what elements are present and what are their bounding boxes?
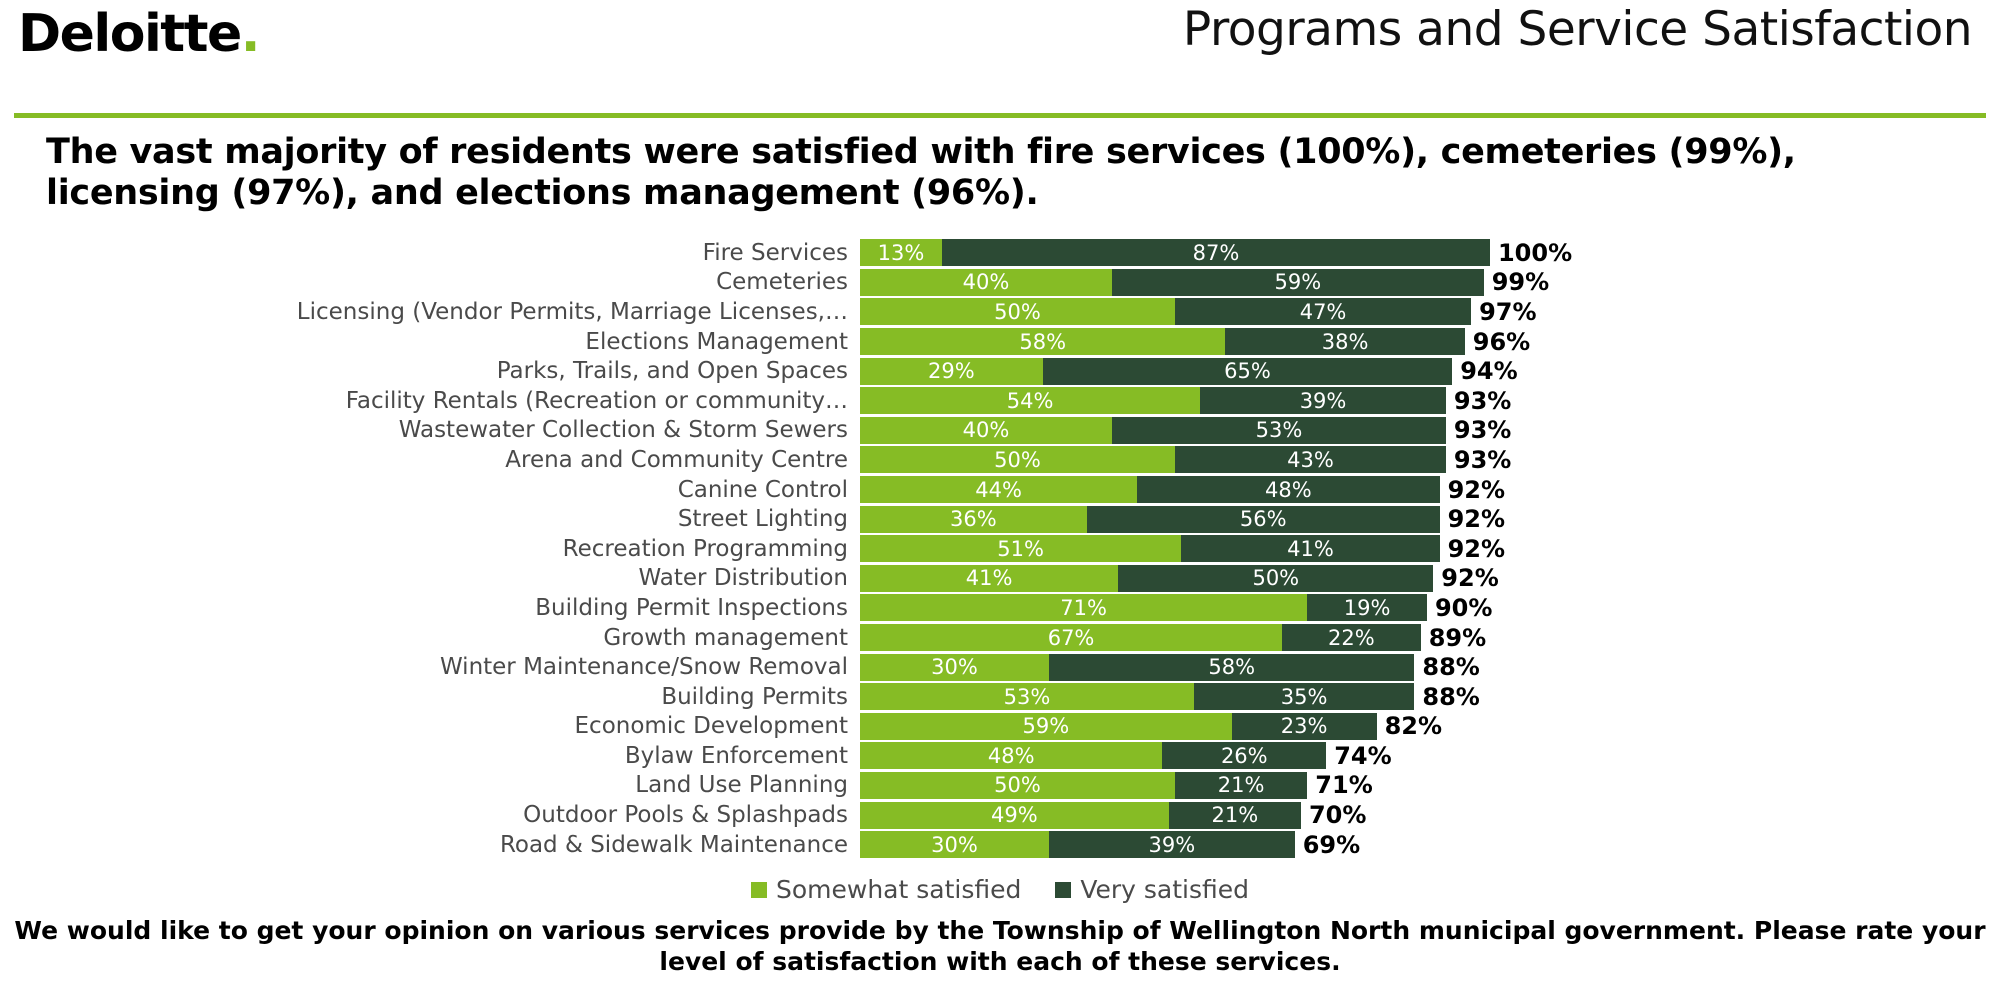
- legend-swatch-icon: [751, 882, 767, 898]
- bar-segment-somewhat-satisfied: [860, 358, 1043, 385]
- chart-row: [0, 800, 2000, 830]
- legend-label: Somewhat satisfied: [775, 875, 1022, 904]
- category-label: Water Distribution: [638, 565, 848, 592]
- chart-row: [0, 238, 2000, 268]
- row-total-label: 94%: [1460, 357, 1518, 386]
- chart-row: [0, 771, 2000, 801]
- category-label: Facility Rentals (Recreation or community…: [345, 387, 848, 414]
- bar-segment-value: 65%: [1224, 359, 1271, 384]
- category-label: Licensing (Vendor Permits, Marriage Licenses,…: [296, 298, 848, 325]
- bar-track: [860, 298, 2000, 325]
- bar-segment-somewhat-satisfied: [860, 506, 1087, 533]
- chart-row: [0, 327, 2000, 357]
- row-total-label: 97%: [1479, 297, 1537, 326]
- bar-segment-value: 47%: [1299, 299, 1347, 324]
- bar-segment-somewhat-satisfied: [860, 535, 1181, 562]
- bar-segment-value: 22%: [1328, 625, 1375, 650]
- chart-row: [0, 386, 2000, 416]
- logo-wordmark: Deloitte: [18, 4, 241, 64]
- bar-track: [860, 417, 2000, 444]
- category-label: Land Use Planning: [635, 772, 848, 799]
- chart-row: [0, 623, 2000, 653]
- row-total-label: 92%: [1447, 505, 1506, 534]
- bar-segment-very-satisfied: [1225, 328, 1464, 355]
- bar-track: [860, 713, 2000, 740]
- bar-track: [860, 654, 2000, 681]
- bar-track: [860, 239, 2000, 266]
- bar-segment-value: 40%: [962, 270, 1010, 295]
- category-label: Parks, Trails, and Open Spaces: [496, 358, 848, 385]
- logo-dot: .: [240, 4, 260, 64]
- bar-track: [860, 624, 2000, 651]
- bar-segment-somewhat-satisfied: [860, 624, 1282, 651]
- bar-segment-value: 19%: [1343, 595, 1391, 620]
- bar-segment-value: 21%: [1217, 773, 1265, 798]
- bar-segment-very-satisfied: [942, 239, 1490, 266]
- headline-text: The vast majority of residents were satisfied with fire services (100%), cemeteries (99%), licensing (97%), and elections management (96%).: [46, 132, 1796, 214]
- bar-segment-very-satisfied: [1112, 269, 1484, 296]
- category-label: Fire Services: [702, 239, 848, 266]
- bar-segment-somewhat-satisfied: [860, 742, 1162, 769]
- category-label: Building Permits: [661, 683, 848, 710]
- chart-row: [0, 416, 2000, 446]
- bar-segment-very-satisfied: [1118, 565, 1433, 592]
- bar-segment-value: 23%: [1280, 714, 1328, 739]
- bar-segment-somewhat-satisfied: [860, 831, 1049, 858]
- bar-segment-very-satisfied: [1162, 742, 1326, 769]
- bar-segment-value: 50%: [994, 447, 1041, 472]
- bar-segment-value: 71%: [1060, 595, 1107, 620]
- bar-segment-very-satisfied: [1112, 417, 1446, 444]
- bar-segment-value: 41%: [1287, 536, 1334, 561]
- bar-segment-value: 87%: [1192, 240, 1240, 265]
- footnote-text: We would like to get your opinion on various services provide by the Township of Wellington North municipal government. Please rate your level of satisfaction with each of these services.: [14, 916, 1986, 977]
- bar-segment-somewhat-satisfied: [860, 565, 1118, 592]
- bar-segment-value: 30%: [931, 655, 978, 680]
- chart-row: [0, 475, 2000, 505]
- bar-track: [860, 506, 2000, 533]
- bar-segment-very-satisfied: [1282, 624, 1421, 651]
- bar-segment-value: 40%: [962, 418, 1010, 443]
- category-label: Building Permit Inspections: [535, 594, 848, 621]
- category-label: Elections Management: [585, 328, 848, 355]
- chart-row: [0, 712, 2000, 742]
- bar-segment-value: 30%: [931, 832, 978, 857]
- category-label: Winter Maintenance/Snow Removal: [439, 654, 848, 681]
- bar-segment-value: 59%: [1274, 270, 1322, 295]
- bar-segment-somewhat-satisfied: [860, 476, 1137, 503]
- bar-track: [860, 802, 2000, 829]
- category-label: Economic Development: [574, 713, 848, 740]
- bar-track: [860, 772, 2000, 799]
- row-total-label: 93%: [1453, 445, 1512, 474]
- bar-segment-value: 44%: [975, 477, 1022, 502]
- bar-segment-very-satisfied: [1181, 535, 1439, 562]
- bar-segment-somewhat-satisfied: [860, 772, 1175, 799]
- bar-segment-very-satisfied: [1137, 476, 1439, 503]
- row-total-label: 90%: [1434, 593, 1493, 622]
- bar-segment-value: 49%: [991, 803, 1038, 828]
- bar-track: [860, 831, 2000, 858]
- deloitte-logo: [18, 4, 259, 64]
- bar-segment-value: 43%: [1287, 447, 1334, 472]
- bar-segment-very-satisfied: [1175, 446, 1446, 473]
- bar-segment-value: 50%: [994, 299, 1041, 324]
- row-total-label: 93%: [1453, 416, 1512, 445]
- bar-segment-value: 59%: [1022, 714, 1070, 739]
- bar-segment-value: 50%: [994, 773, 1041, 798]
- bar-segment-somewhat-satisfied: [860, 594, 1307, 621]
- chart-row: [0, 593, 2000, 623]
- bar-segment-very-satisfied: [1169, 802, 1301, 829]
- row-total-label: 92%: [1447, 475, 1506, 504]
- category-label: Recreation Programming: [562, 535, 848, 562]
- bar-track: [860, 594, 2000, 621]
- row-total-label: 88%: [1422, 682, 1480, 711]
- bar-segment-very-satisfied: [1175, 298, 1471, 325]
- bar-segment-value: 38%: [1321, 329, 1369, 354]
- chart-row: [0, 504, 2000, 534]
- bar-track: [860, 565, 2000, 592]
- bar-segment-value: 58%: [1019, 329, 1067, 354]
- category-label: Road & Sidewalk Maintenance: [499, 831, 848, 858]
- bar-segment-value: 39%: [1299, 388, 1347, 413]
- bar-segment-somewhat-satisfied: [860, 802, 1169, 829]
- bar-segment-value: 58%: [1208, 655, 1256, 680]
- category-label: Street Lighting: [677, 506, 848, 533]
- chart-row: [0, 268, 2000, 298]
- bar-segment-value: 21%: [1211, 803, 1259, 828]
- category-label: Growth management: [603, 624, 848, 651]
- category-label: Outdoor Pools & Splashpads: [523, 802, 848, 829]
- chart-row: [0, 297, 2000, 327]
- bar-segment-somewhat-satisfied: [860, 417, 1112, 444]
- page-title: Programs and Service Satisfaction: [1182, 2, 1972, 57]
- row-total-label: 89%: [1428, 623, 1487, 652]
- row-total-label: 99%: [1491, 268, 1550, 297]
- chart-row: [0, 652, 2000, 682]
- row-total-label: 74%: [1334, 741, 1392, 770]
- bar-segment-somewhat-satisfied: [860, 683, 1194, 710]
- row-total-label: 96%: [1472, 327, 1531, 356]
- header-divider: [14, 113, 1986, 118]
- chart-row: [0, 830, 2000, 860]
- bar-segment-very-satisfied: [1307, 594, 1427, 621]
- chart-row: [0, 741, 2000, 771]
- bar-segment-very-satisfied: [1049, 654, 1414, 681]
- bar-segment-very-satisfied: [1175, 772, 1307, 799]
- bar-segment-value: 36%: [950, 507, 997, 532]
- bar-segment-somewhat-satisfied: [860, 328, 1225, 355]
- bar-segment-value: 54%: [1006, 388, 1054, 413]
- category-label: Bylaw Enforcement: [624, 742, 848, 769]
- bar-track: [860, 328, 2000, 355]
- chart-legend: [0, 875, 2000, 904]
- bar-segment-value: 13%: [877, 240, 925, 265]
- chart-row: [0, 356, 2000, 386]
- row-total-label: 69%: [1302, 830, 1361, 859]
- bar-track: [860, 358, 2000, 385]
- row-total-label: 88%: [1422, 653, 1480, 682]
- chart-row: [0, 534, 2000, 564]
- legend-swatch-icon: [1055, 882, 1071, 898]
- bar-track: [860, 535, 2000, 562]
- bar-segment-somewhat-satisfied: [860, 269, 1112, 296]
- bar-segment-value: 35%: [1280, 684, 1328, 709]
- bar-segment-value: 48%: [987, 743, 1035, 768]
- bar-segment-somewhat-satisfied: [860, 239, 942, 266]
- bar-segment-value: 51%: [997, 536, 1044, 561]
- bar-track: [860, 683, 2000, 710]
- row-total-label: 92%: [1447, 534, 1506, 563]
- row-total-label: 70%: [1308, 801, 1367, 830]
- bar-segment-somewhat-satisfied: [860, 387, 1200, 414]
- bar-segment-somewhat-satisfied: [860, 654, 1049, 681]
- row-total-label: 92%: [1441, 564, 1499, 593]
- bar-segment-value: 53%: [1003, 684, 1051, 709]
- satisfaction-stacked-bar-chart: [0, 238, 2000, 859]
- legend-item: [751, 875, 1021, 904]
- bar-track: [860, 742, 2000, 769]
- row-total-label: 100%: [1497, 238, 1573, 267]
- bar-segment-somewhat-satisfied: [860, 298, 1175, 325]
- bar-segment-value: 29%: [928, 359, 975, 384]
- slide-header: [0, 0, 2000, 100]
- bar-segment-very-satisfied: [1200, 387, 1446, 414]
- bar-segment-very-satisfied: [1232, 713, 1377, 740]
- bar-track: [860, 387, 2000, 414]
- bar-segment-value: 41%: [965, 566, 1013, 591]
- bar-segment-value: 50%: [1252, 566, 1300, 591]
- bar-track: [860, 476, 2000, 503]
- category-label: Wastewater Collection & Storm Sewers: [398, 417, 848, 444]
- bar-segment-value: 26%: [1220, 743, 1268, 768]
- category-label: Canine Control: [677, 476, 848, 503]
- row-total-label: 82%: [1384, 712, 1443, 741]
- bar-segment-very-satisfied: [1049, 831, 1295, 858]
- legend-label: Very satisfied: [1080, 875, 1250, 904]
- chart-row: [0, 682, 2000, 712]
- bar-segment-somewhat-satisfied: [860, 713, 1232, 740]
- bar-segment-somewhat-satisfied: [860, 446, 1175, 473]
- bar-segment-very-satisfied: [1043, 358, 1453, 385]
- bar-segment-value: 53%: [1255, 418, 1303, 443]
- bar-track: [860, 269, 2000, 296]
- chart-row: [0, 564, 2000, 594]
- category-label: Arena and Community Centre: [505, 446, 848, 473]
- bar-segment-value: 39%: [1148, 832, 1196, 857]
- bar-segment-very-satisfied: [1087, 506, 1440, 533]
- bar-segment-value: 56%: [1239, 507, 1287, 532]
- chart-row: [0, 445, 2000, 475]
- bar-segment-value: 67%: [1047, 625, 1095, 650]
- legend-item: [1055, 875, 1249, 904]
- row-total-label: 71%: [1315, 771, 1373, 800]
- row-total-label: 93%: [1453, 386, 1512, 415]
- bar-track: [860, 446, 2000, 473]
- category-label: Cemeteries: [716, 269, 848, 296]
- bar-segment-value: 48%: [1265, 477, 1312, 502]
- bar-segment-very-satisfied: [1194, 683, 1415, 710]
